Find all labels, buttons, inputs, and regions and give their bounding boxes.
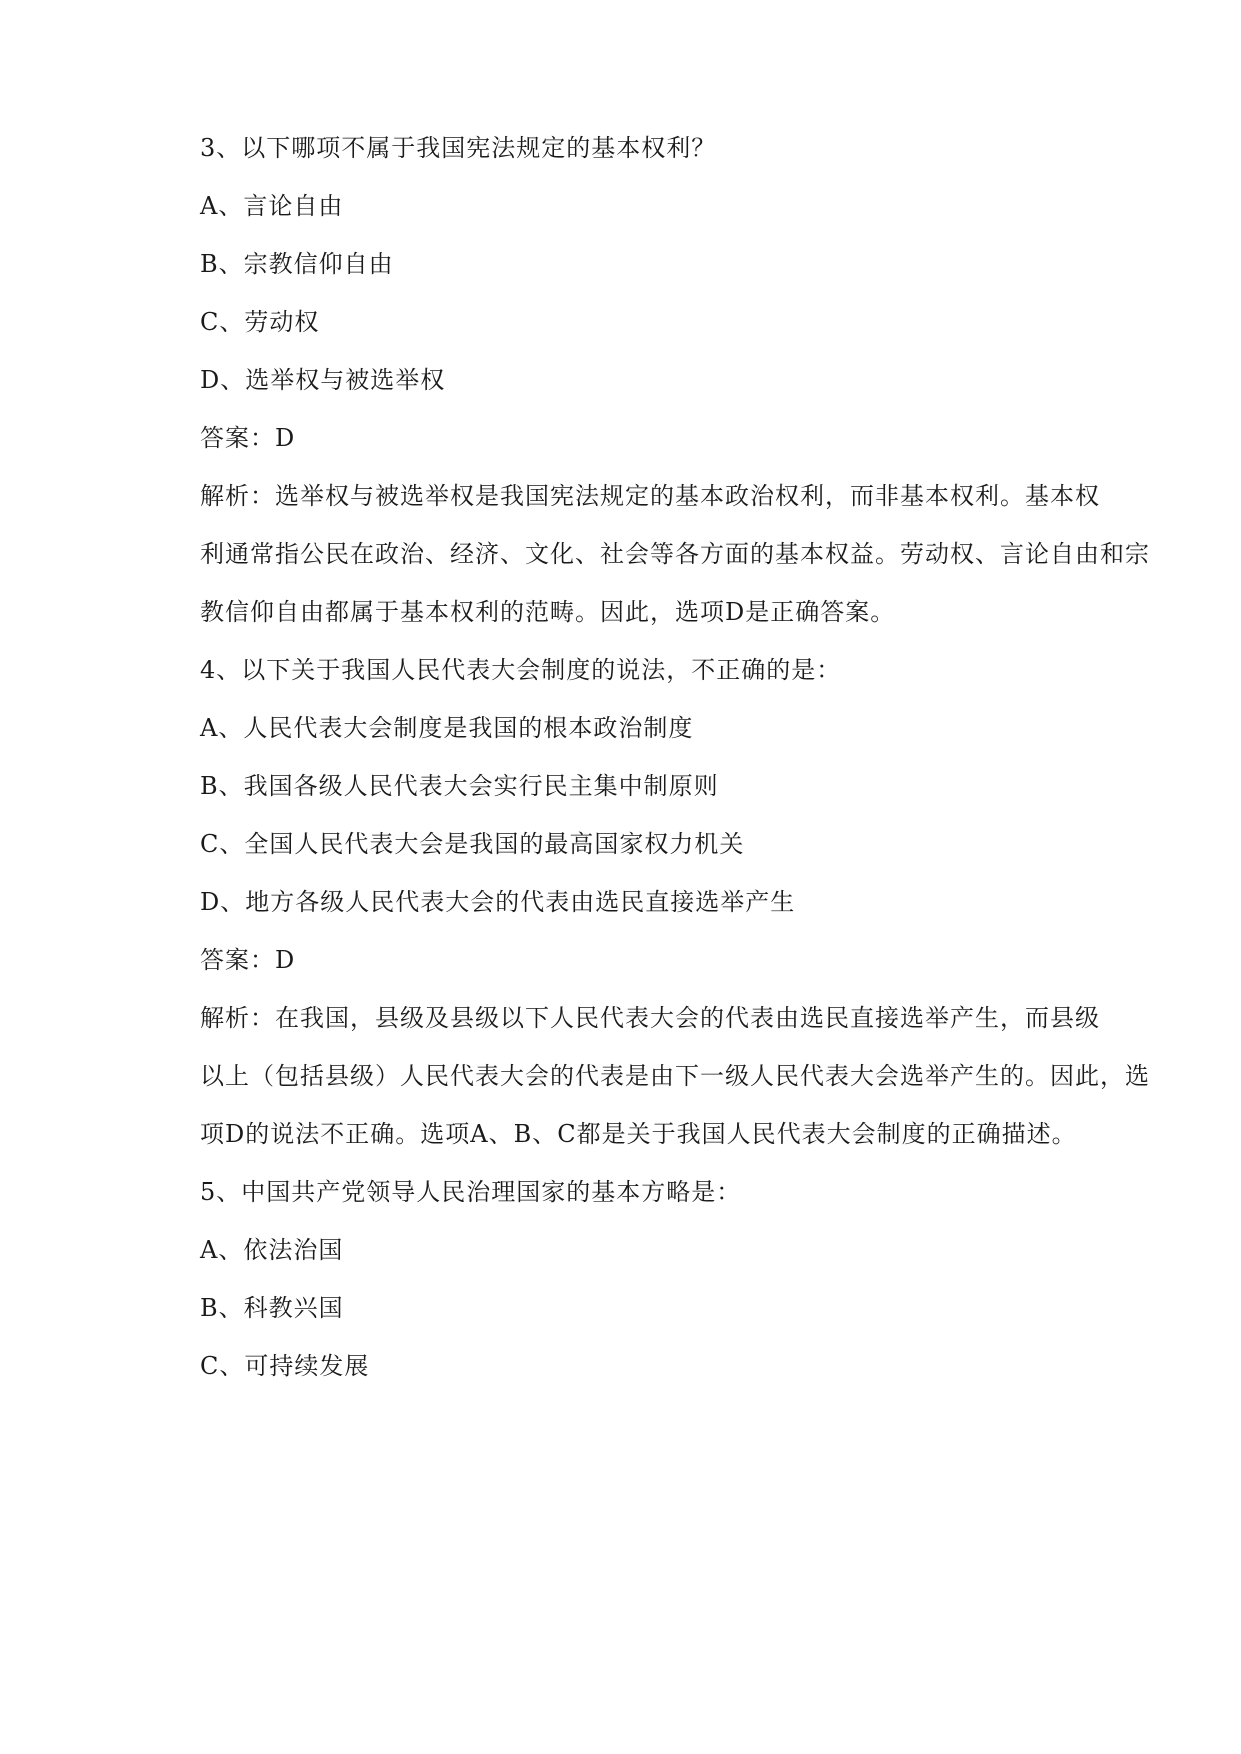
q3-option-a: A、言论自由 [200, 192, 344, 220]
q4-explanation-line-1: 解析：在我国，县级及县级以下人民代表大会的代表由选民直接选举产生，而县级 [200, 1004, 1100, 1032]
q5-option-a: A、依法治国 [200, 1236, 344, 1264]
q4-answer: 答案：D [200, 946, 296, 974]
q4-option-d: D、地方各级人民代表大会的代表由选民直接选举产生 [200, 888, 796, 916]
q3-option-c: C、劳动权 [200, 308, 320, 336]
q3-option-b: B、宗教信仰自由 [200, 250, 394, 278]
q3-explanation-line-2: 利通常指公民在政治、经济、文化、社会等各方面的基本权益。劳动权、言论自由和宗 [200, 540, 1150, 568]
q4-option-b: B、我国各级人民代表大会实行民主集中制原则 [200, 772, 719, 800]
question-4-text: 4、以下关于我国人民代表大会制度的说法，不正确的是： [200, 656, 842, 684]
q3-explanation-line-3: 教信仰自由都属于基本权利的范畴。因此，选项D是正确答案。 [200, 598, 896, 626]
q3-option-d: D、选举权与被选举权 [200, 366, 446, 394]
q3-explanation-line-1: 解析：选举权与被选举权是我国宪法规定的基本政治权利，而非基本权利。基本权 [200, 482, 1100, 510]
q4-explanation-line-3: 项D的说法不正确。选项A、B、C都是关于我国人民代表大会制度的正确描述。 [200, 1120, 1077, 1148]
q4-option-a: A、人民代表大会制度是我国的根本政治制度 [200, 714, 694, 742]
question-3-text: 3、以下哪项不属于我国宪法规定的基本权利？ [200, 134, 717, 162]
q3-answer: 答案：D [200, 424, 296, 452]
question-5-text: 5、中国共产党领导人民治理国家的基本方略是： [200, 1178, 742, 1206]
q4-option-c: C、全国人民代表大会是我国的最高国家权力机关 [200, 830, 745, 858]
q5-option-b: B、科教兴国 [200, 1294, 344, 1322]
q5-option-c: C、可持续发展 [200, 1352, 370, 1380]
q4-explanation-line-2: 以上（包括县级）人民代表大会的代表是由下一级人民代表大会选举产生的。因此，选 [200, 1062, 1150, 1090]
